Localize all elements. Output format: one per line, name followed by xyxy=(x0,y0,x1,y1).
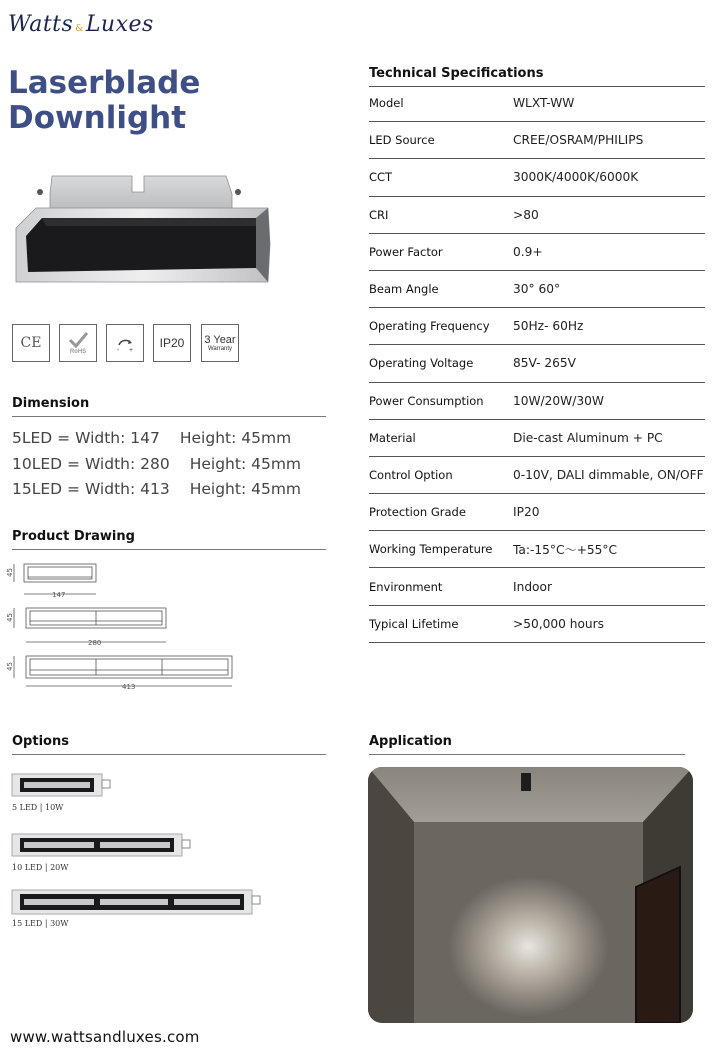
spec-value: 0-10V, DALI dimmable, ON/OFF xyxy=(513,467,704,482)
footer-url[interactable]: www.wattsandluxes.com xyxy=(10,1028,200,1046)
spec-value: Die-cast Aluminum + PC xyxy=(513,430,663,445)
product-hero-image xyxy=(6,170,274,290)
spec-value: Indoor xyxy=(513,579,552,594)
spec-key: Operating Voltage xyxy=(369,356,474,371)
product-drawing-title: Product Drawing xyxy=(12,529,326,550)
brand-logo xyxy=(8,12,154,37)
product-drawing xyxy=(6,560,246,700)
specs-table xyxy=(369,85,705,643)
drawing-label-w2: 280 xyxy=(88,639,102,647)
options-images xyxy=(8,768,268,938)
option-label-15led: 15 LED | 30W xyxy=(12,919,69,928)
application-title: Application xyxy=(369,734,685,755)
spec-key: Power Consumption xyxy=(369,393,484,408)
logo-text-right: Luxes xyxy=(85,12,154,37)
application-photo xyxy=(368,767,693,1023)
spec-row xyxy=(369,345,705,382)
spec-row xyxy=(369,197,705,234)
logo-amp: & xyxy=(75,24,84,34)
spec-key: Working Temperature xyxy=(369,542,493,557)
dimension-row: 10LED = Width: 280 Height: 45mm xyxy=(12,454,302,473)
spec-row xyxy=(369,568,705,605)
spec-row xyxy=(369,383,705,420)
drawing-label-w3: 413 xyxy=(122,683,136,691)
spec-key: Material xyxy=(369,430,416,445)
dimension-row: 15LED = Width: 413 Height: 45mm xyxy=(12,480,302,498)
spec-row xyxy=(369,122,705,159)
ip-rating-icon: IP20 xyxy=(153,324,191,362)
ce-mark-icon: CE xyxy=(12,324,50,362)
spec-value: >50,000 hours xyxy=(513,616,604,631)
drawing-label-h2: 45 xyxy=(6,613,14,622)
svg-text:-: - xyxy=(117,347,120,353)
spec-value: 85V- 265V xyxy=(513,356,577,371)
spec-row xyxy=(369,85,705,122)
drawing-label-h1: 45 xyxy=(6,568,14,577)
spec-row xyxy=(369,271,705,308)
spec-value: Ta:-15°C～+55°C xyxy=(513,542,618,557)
spec-row xyxy=(369,457,705,494)
option-label-5led: 5 LED | 10W xyxy=(12,803,64,812)
spec-key: Environment xyxy=(369,579,443,594)
specs-title: Technical Specifications xyxy=(369,66,705,87)
dimension-list xyxy=(12,426,332,503)
spec-key: Typical Lifetime xyxy=(369,616,459,631)
rohs-icon: RoHS xyxy=(59,324,97,362)
dimmer-icon xyxy=(113,333,137,353)
spec-row xyxy=(369,420,705,457)
svg-text:+: + xyxy=(129,347,134,353)
spec-key: LED Source xyxy=(369,133,435,148)
dimension-title: Dimension xyxy=(12,396,326,417)
spec-value: 50Hz- 60Hz xyxy=(513,319,584,334)
option-label-10led: 10 LED | 20W xyxy=(12,863,69,872)
drawing-label-h3: 45 xyxy=(6,662,14,671)
spec-row xyxy=(369,531,705,568)
dimmable-icon xyxy=(106,324,144,362)
drawing-label-w1: 147 xyxy=(52,591,66,599)
spec-key: Beam Angle xyxy=(369,282,439,297)
spec-value: 30° 60° xyxy=(513,282,561,297)
spec-row xyxy=(369,606,705,643)
spec-key: Control Option xyxy=(369,467,453,482)
spec-row xyxy=(369,308,705,345)
dimension-row: 5LED = Width: 147 Height: 45mm xyxy=(12,429,292,447)
options-title: Options xyxy=(12,734,326,755)
spec-key: Model xyxy=(369,96,404,111)
spec-key: CRI xyxy=(369,207,389,222)
spec-value: 0.9+ xyxy=(513,244,543,259)
product-title xyxy=(8,66,308,136)
warranty-icon: 3 Year Warranty xyxy=(201,324,239,362)
logo-text-left: Watts xyxy=(8,12,74,37)
spec-row xyxy=(369,159,705,196)
spec-key: Protection Grade xyxy=(369,505,466,520)
spec-key: Operating Frequency xyxy=(369,319,490,334)
spec-value: 10W/20W/30W xyxy=(513,393,604,408)
spec-key: CCT xyxy=(369,170,393,185)
spec-value: CREE/OSRAM/PHILIPS xyxy=(513,133,644,148)
check-icon xyxy=(67,331,89,349)
spec-value: 3000K/4000K/6000K xyxy=(513,170,639,185)
spec-key: Power Factor xyxy=(369,244,443,259)
product-title-line1: Laserblade xyxy=(8,65,201,101)
product-title-line2: Downlight xyxy=(8,100,187,136)
spec-value: >80 xyxy=(513,207,539,222)
spec-value: WLXT-WW xyxy=(513,96,575,111)
spec-row xyxy=(369,234,705,271)
spec-row xyxy=(369,494,705,531)
spec-value: IP20 xyxy=(513,505,540,520)
